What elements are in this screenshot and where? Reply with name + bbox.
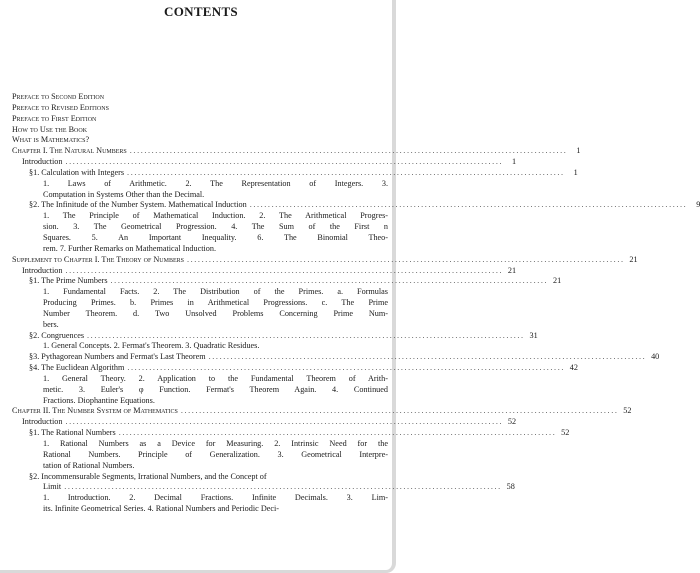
toc-dot-leader: ........................................................................................................................ [65, 157, 504, 167]
toc-description-line: 1. Fundamental Facts. 2. The Distribution of the Primes. a. Formulas [43, 287, 388, 297]
toc-page-number: 1 [576, 146, 581, 156]
toc-page-number: 21 [629, 254, 638, 264]
toc-entry-title: §2. Incommensurable Segments, Irrational Numbers, and the Concept of [29, 471, 267, 481]
toc-entry-title: Introduction [22, 265, 63, 275]
toc-page-number: 1 [512, 157, 517, 167]
toc-description-line: Squares. 5. An Important Inequality. 6. The Binomial Theo- [43, 232, 388, 242]
toc-dot-leader: ........................................................................................................................ [127, 363, 565, 373]
toc-description-line: 1. Rational Numbers as a Device for Measuring. 2. Intrinsic Need for the [43, 439, 388, 448]
toc-page-number: 21 [507, 265, 517, 275]
toc-section-description [12, 439, 388, 472]
toc-entry[interactable] [12, 167, 578, 179]
page-title: CONTENTS [164, 4, 238, 19]
toc-entry[interactable] [12, 363, 578, 374]
toc-section-description [12, 179, 388, 201]
toc-description-line: Rational Numbers. Principle of Generalization. 3. Geometrical Interpre- [43, 449, 388, 459]
toc-entry[interactable] [12, 352, 660, 363]
toc-section-description [12, 374, 388, 407]
toc-description-line: Producing Primes. b. Primes in Arithmetical Progressions. c. The Prime [43, 298, 388, 308]
toc-page-number: 1 [573, 167, 578, 177]
toc-dot-leader: ........................................................................................................................ [180, 406, 619, 416]
toc-entry[interactable] [12, 103, 388, 114]
table-of-contents [12, 92, 700, 515]
toc-dot-leader: ........................................................................................................................ [64, 482, 502, 492]
toc-page-number: 40 [651, 352, 660, 362]
toc-entry[interactable] [12, 428, 570, 439]
toc-description-line: Number Theorem. d. Two Unsolved Problems Concerning Prime Num- [43, 308, 388, 318]
toc-entry-title: How to Use the Book [12, 124, 88, 134]
toc-page-number: 9 [696, 200, 700, 210]
toc-description-line: bers. [43, 319, 59, 329]
toc-entry-title: What is Mathematics? [12, 135, 90, 145]
toc-entry[interactable] [12, 92, 388, 103]
toc-page-number: 21 [552, 276, 562, 286]
toc-dot-leader: ........................................................................................................................ [208, 352, 647, 362]
toc-description-line: 1. General Concepts. 2. Fermat's Theorem. 3. Quadratic Residues. [43, 341, 260, 351]
toc-entry-title: §2. Congruences [29, 330, 85, 340]
toc-entry-title: Preface to Revised Editions [12, 102, 109, 112]
toc-entry[interactable] [12, 200, 700, 211]
toc-description-line: its. Infinite Geometrical Series. 4. Rational Numbers and Periodic Deci- [43, 504, 280, 514]
toc-entry[interactable] [12, 265, 517, 277]
toc-page-number: 58 [506, 482, 515, 492]
toc-section-description [12, 287, 388, 330]
toc-entry-title: Chapter II. The Number System of Mathematics [12, 406, 178, 416]
toc-description-line: Computation in Systems Other than the Decimal. [43, 189, 205, 199]
toc-page-number: 52 [623, 406, 632, 416]
toc-entry-title: §3. Pythagorean Numbers and Fermat's Last Theorem [29, 352, 206, 362]
toc-dot-leader: ........................................................................................................................ [110, 276, 549, 286]
toc-dot-leader: ........................................................................................................................ [65, 417, 504, 427]
toc-entry[interactable] [12, 157, 517, 168]
toc-entry-title: §1. The Rational Numbers [29, 428, 116, 438]
toc-page-number: 42 [569, 363, 578, 373]
toc-entry[interactable] [12, 125, 388, 136]
toc-dot-leader: ........................................................................................................................ [118, 428, 557, 438]
toc-entry[interactable] [12, 330, 538, 342]
toc-entry[interactable] [12, 114, 388, 125]
toc-section-description [12, 211, 388, 254]
toc-entry[interactable] [12, 406, 632, 417]
toc-entry[interactable] [12, 146, 581, 157]
toc-description-line: 1. The Principle of Mathematical Induction. 2. The Arithmetical Progres- [43, 211, 388, 221]
toc-entry[interactable] [12, 417, 517, 428]
toc-entry-title: Preface to First Edition [12, 113, 97, 123]
toc-dot-leader: ........................................................................................................................ [186, 254, 625, 264]
toc-entry-title: §2. The Infinitude of the Number System. Mathematical Induction [29, 200, 247, 210]
toc-entry[interactable] [12, 254, 638, 266]
toc-entry-title: Supplement to Chapter I. The Theory of Numbers [12, 254, 184, 264]
toc-description-line: metic. 3. Euler's φ Function. Fermat's Theorem Again. 4. Continued [43, 384, 388, 394]
toc-dot-leader: ........................................................................................................................ [129, 146, 568, 156]
toc-entry[interactable] [12, 472, 388, 483]
toc-section-description [12, 493, 388, 515]
toc-dot-leader: ........................................................................................................................ [87, 330, 525, 340]
toc-page-number: 52 [507, 417, 517, 427]
toc-description-line: Fractions. Diophantine Equations. [43, 395, 155, 405]
toc-dot-leader: ........................................................................................................................ [65, 265, 504, 275]
toc-entry[interactable] [12, 482, 515, 493]
toc-entry-title: Limit [43, 482, 62, 492]
toc-page-number: 31 [529, 330, 538, 340]
toc-description-line: 1. Laws of Arithmetic. 2. The Representation of Integers. 3. [43, 178, 388, 188]
toc-dot-leader: ........................................................................................................................ [249, 200, 688, 210]
toc-entry-title: §1. Calculation with Integers [29, 167, 125, 177]
toc-description-line: rem. 7. Further Remarks on Mathematical Induction. [43, 243, 217, 253]
toc-section-description [12, 341, 388, 352]
toc-dot-leader: ........................................................................................................................ [127, 167, 565, 177]
toc-entry-title: §4. The Euclidean Algorithm [29, 363, 125, 373]
toc-entry[interactable] [12, 276, 562, 287]
toc-entry-title: Introduction [22, 157, 63, 167]
toc-entry-title: Introduction [22, 417, 63, 427]
toc-entry[interactable] [12, 135, 388, 146]
toc-entry-title: Chapter I. The Natural Numbers [12, 146, 127, 156]
toc-description-line: 1. Introduction. 2. Decimal Fractions. Infinite Decimals. 3. Lim- [43, 493, 388, 503]
toc-description-line: tation of Rational Numbers. [43, 460, 135, 470]
toc-description-line: 1. General Theory. 2. Application to the Fundamental Theorem of Arith- [43, 373, 388, 383]
toc-entry-title: §1. The Prime Numbers [29, 276, 108, 286]
toc-description-line: sion. 3. The Geometrical Progression. 4. The Sum of the First n [43, 222, 388, 232]
toc-page-number: 52 [561, 428, 570, 438]
toc-entry-title: Preface to Second Edition [12, 92, 105, 101]
